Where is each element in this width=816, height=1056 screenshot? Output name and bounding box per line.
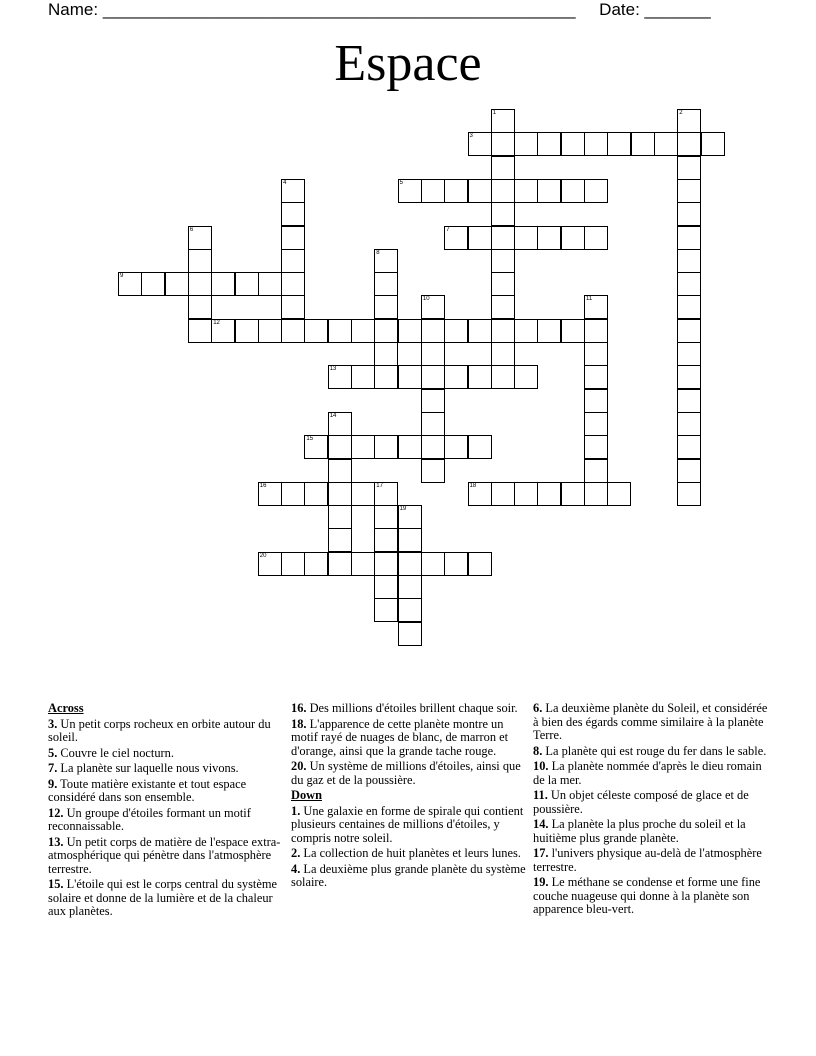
clue-number: 20 — [259, 552, 267, 559]
crossword-cell[interactable] — [677, 156, 701, 180]
clue-number-label: 13. — [48, 834, 64, 849]
clue-text: La deuxième plus grande planète du système solaire. — [291, 861, 526, 889]
clue-number-label: 5. — [48, 745, 58, 760]
crossword-cell[interactable] — [374, 435, 398, 459]
crossword-cell[interactable] — [374, 249, 398, 273]
crossword-cell[interactable] — [468, 365, 492, 389]
crossword-cell[interactable] — [398, 552, 422, 576]
clue-number: 4 — [283, 179, 287, 186]
crossword-cell[interactable] — [374, 272, 398, 296]
crossword-cell[interactable] — [211, 272, 235, 296]
crossword-cell[interactable] — [514, 179, 538, 203]
clue-text: Couvre le ciel nocturn. — [60, 745, 174, 760]
crossword-cell[interactable] — [188, 295, 212, 319]
crossword-cell[interactable] — [584, 319, 608, 343]
clue-number: 12 — [213, 319, 220, 326]
across-clue — [291, 760, 527, 787]
crossword-cell[interactable] — [468, 552, 492, 576]
clue-number-label: 18. — [291, 716, 307, 731]
crossword-cell[interactable] — [607, 132, 631, 156]
crossword-cell[interactable] — [491, 272, 515, 296]
crossword-cell[interactable] — [374, 505, 398, 529]
crossword-cell[interactable] — [677, 202, 701, 226]
crossword-cell[interactable] — [421, 389, 445, 413]
crossword-cell[interactable] — [468, 319, 492, 343]
crossword-cell[interactable] — [281, 179, 305, 203]
date-field[interactable]: _______ — [644, 0, 711, 19]
crossword-cell[interactable] — [304, 319, 328, 343]
clue-text: Le méthane se condense et forme une fine couche nuageuse qui donne à la planète son apparence bleu-vert. — [533, 875, 761, 916]
crossword-cell[interactable] — [188, 226, 212, 250]
crossword-cell[interactable] — [584, 482, 608, 506]
crossword-cell[interactable] — [351, 435, 375, 459]
crossword-cell[interactable] — [444, 226, 468, 250]
crossword-cell[interactable] — [258, 272, 282, 296]
crossword-cell[interactable] — [677, 272, 701, 296]
crossword-cell[interactable] — [631, 132, 655, 156]
crossword-cell[interactable] — [281, 319, 305, 343]
down-clue — [291, 863, 527, 890]
across-clue — [48, 807, 284, 834]
clue-number: 17 — [376, 482, 383, 489]
crossword-cell[interactable] — [281, 482, 305, 506]
crossword-cell[interactable] — [537, 226, 561, 250]
crossword-cell[interactable] — [491, 319, 515, 343]
crossword-cell[interactable] — [304, 552, 328, 576]
crossword-cell[interactable] — [584, 132, 608, 156]
crossword-cell[interactable] — [444, 319, 468, 343]
crossword-cell[interactable] — [398, 528, 422, 552]
crossword-cell[interactable] — [514, 365, 538, 389]
clues-column-1 — [48, 702, 284, 921]
crossword-cell[interactable] — [351, 482, 375, 506]
crossword-cell[interactable] — [258, 319, 282, 343]
down-clue — [533, 818, 769, 845]
clue-number-label: 2. — [291, 846, 301, 860]
clue-number: 13 — [329, 366, 337, 373]
clue-number-label: 12. — [48, 805, 64, 820]
clue-number: 9 — [120, 273, 124, 280]
clue-number-label: 1. — [291, 803, 301, 818]
down-heading: Down — [291, 788, 322, 802]
crossword-cell[interactable] — [374, 528, 398, 552]
crossword-cell[interactable] — [491, 109, 515, 133]
clues-column-3 — [533, 702, 769, 919]
crossword-cell[interactable] — [584, 459, 608, 483]
clue-number: 14 — [329, 412, 337, 419]
crossword-cell[interactable] — [258, 552, 282, 576]
crossword-cell[interactable] — [444, 365, 468, 389]
crossword-cell[interactable] — [235, 319, 259, 343]
crossword-cell[interactable] — [421, 459, 445, 483]
clue-number-label: 17. — [533, 846, 549, 860]
crossword-cell[interactable] — [328, 552, 352, 576]
crossword-cell[interactable] — [421, 435, 445, 459]
crossword-cell[interactable] — [468, 132, 492, 156]
down-clue — [533, 789, 769, 816]
clue-number: 19 — [399, 506, 407, 513]
crossword-cell[interactable] — [561, 179, 585, 203]
down-clue — [533, 745, 769, 759]
crossword-cell[interactable] — [491, 156, 515, 180]
clue-number-label: 15. — [48, 877, 64, 891]
crossword-cell[interactable] — [421, 295, 445, 319]
clue-number: 15 — [306, 436, 314, 443]
crossword-cell[interactable] — [398, 622, 422, 646]
crossword-cell[interactable] — [491, 179, 515, 203]
clue-number: 18 — [469, 482, 477, 489]
clue-number-label: 14. — [533, 817, 549, 831]
crossword-cell[interactable] — [141, 272, 165, 296]
clue-number: 7 — [446, 226, 450, 233]
crossword-cell[interactable] — [328, 482, 352, 506]
clue-text: Des millions d'étoiles brillent chaque soir. — [309, 701, 518, 715]
crossword-cell[interactable] — [607, 482, 631, 506]
crossword-cell[interactable] — [677, 365, 701, 389]
clue-number: 3 — [469, 133, 473, 140]
across-clue — [48, 747, 284, 761]
crossword-cell[interactable] — [374, 319, 398, 343]
crossword-cell[interactable] — [468, 226, 492, 250]
crossword-cell[interactable] — [421, 412, 445, 436]
crossword-cell[interactable] — [491, 342, 515, 366]
crossword-cell[interactable] — [677, 482, 701, 506]
crossword-cell[interactable] — [211, 319, 235, 343]
across-clue — [48, 878, 284, 919]
crossword-cell[interactable] — [537, 319, 561, 343]
crossword-cell[interactable] — [398, 179, 422, 203]
header — [48, 0, 711, 20]
clue-number-label: 16. — [291, 701, 307, 715]
across-clue — [48, 762, 284, 776]
crossword-cell[interactable] — [235, 272, 259, 296]
clue-number-label: 8. — [533, 743, 543, 758]
clue-text: Un objet céleste composé de glace et de poussière. — [533, 788, 749, 816]
crossword-cell[interactable] — [701, 132, 725, 156]
crossword-cell[interactable] — [328, 459, 352, 483]
clue-text: l'univers physique au-delà de l'atmosphère terrestre. — [533, 846, 762, 874]
crossword-cell[interactable] — [304, 482, 328, 506]
crossword-cell[interactable] — [491, 132, 515, 156]
clue-text: La planète nommée d'après le dieu romain de la mer. — [533, 759, 762, 787]
crossword-cell[interactable] — [281, 272, 305, 296]
clue-number-label: 6. — [533, 701, 543, 715]
crossword-cell[interactable] — [328, 365, 352, 389]
crossword-cell[interactable] — [328, 412, 352, 436]
crossword-cell[interactable] — [514, 319, 538, 343]
crossword-cell[interactable] — [281, 249, 305, 273]
crossword-cell[interactable] — [304, 435, 328, 459]
clue-number-label: 4. — [291, 861, 301, 876]
crossword-cell[interactable] — [398, 598, 422, 622]
clue-number: 11 — [586, 296, 593, 303]
crossword-cell[interactable] — [165, 272, 189, 296]
crossword-cell[interactable] — [374, 342, 398, 366]
clue-text: Un système de millions d'étoiles, ainsi que du gaz et de la poussière. — [291, 759, 521, 787]
down-clue — [533, 876, 769, 917]
crossword-cell[interactable] — [374, 575, 398, 599]
crossword-cell[interactable] — [398, 575, 422, 599]
crossword-cell[interactable] — [328, 505, 352, 529]
crossword-cell[interactable] — [328, 319, 352, 343]
crossword-cell[interactable] — [188, 319, 212, 343]
clue-text: Une galaxie en forme de spirale qui contient plusieurs centaines de millions d'étoiles, y compris notre soleil. — [291, 803, 524, 845]
crossword-cell[interactable] — [584, 435, 608, 459]
clue-number: 10 — [422, 296, 430, 303]
clues-column-2 — [291, 702, 527, 892]
crossword-cell[interactable] — [584, 179, 608, 203]
crossword-cell[interactable] — [374, 365, 398, 389]
crossword-cell[interactable] — [281, 552, 305, 576]
crossword-cell[interactable] — [468, 435, 492, 459]
crossword-cell[interactable] — [398, 435, 422, 459]
crossword-cell[interactable] — [398, 365, 422, 389]
clue-number: 1 — [492, 110, 497, 116]
crossword-cell[interactable] — [584, 389, 608, 413]
crossword-cell[interactable] — [421, 552, 445, 576]
crossword-cell[interactable] — [491, 482, 515, 506]
crossword-cell[interactable] — [677, 459, 701, 483]
crossword-cell[interactable] — [677, 319, 701, 343]
crossword-cell[interactable] — [677, 342, 701, 366]
crossword-cell[interactable] — [374, 295, 398, 319]
crossword-cell[interactable] — [281, 295, 305, 319]
crossword-cell[interactable] — [584, 295, 608, 319]
clue-text: La collection de huit planètes et leurs lunes. — [303, 846, 521, 860]
clue-number: 8 — [376, 249, 380, 256]
across-clue — [48, 718, 284, 745]
page-title: Espace — [334, 35, 482, 92]
crossword-cell[interactable] — [491, 226, 515, 250]
crossword-cell[interactable] — [351, 365, 375, 389]
crossword-cell[interactable] — [677, 109, 701, 133]
crossword-cell[interactable] — [561, 132, 585, 156]
clue-number-label: 9. — [48, 776, 58, 791]
crossword-cell[interactable] — [281, 226, 305, 250]
across-clue — [291, 702, 527, 716]
crossword-cell[interactable] — [514, 482, 538, 506]
down-clue — [291, 805, 527, 846]
crossword-cell[interactable] — [421, 365, 445, 389]
crossword-cell[interactable] — [537, 179, 561, 203]
name-label: Name: — [48, 0, 99, 19]
crossword-cell[interactable] — [677, 249, 701, 273]
clue-text: Un petit corps rocheux en orbite autour du soleil. — [48, 716, 271, 744]
crossword-cell[interactable] — [351, 552, 375, 576]
crossword-cell[interactable] — [677, 295, 701, 319]
crossword-cell[interactable] — [444, 435, 468, 459]
crossword-cell[interactable] — [444, 179, 468, 203]
across-heading: Across — [48, 701, 84, 715]
crossword-cell[interactable] — [374, 482, 398, 506]
clue-number-label: 20. — [291, 759, 307, 773]
crossword-cell[interactable] — [468, 179, 492, 203]
crossword-cell[interactable] — [421, 342, 445, 366]
clue-text: La planète sur laquelle nous vivons. — [60, 761, 239, 775]
clue-number: 16 — [259, 482, 267, 489]
clue-text: La planète la plus proche du soleil et la huitième plus grande planète. — [533, 817, 746, 845]
across-clue — [48, 778, 284, 805]
clue-text: Un groupe d'étoiles formant un motif reconnaissable. — [48, 805, 251, 833]
down-clue — [533, 847, 769, 874]
crossword-cell[interactable] — [491, 295, 515, 319]
crossword-cell[interactable] — [654, 132, 678, 156]
down-clue — [533, 760, 769, 787]
clue-text: Un petit corps de matière de l'espace extra-atmosphérique qui pénètre dans l'atmosphère terrestre. — [48, 834, 281, 876]
crossword-cell[interactable] — [281, 202, 305, 226]
crossword-cell[interactable] — [677, 132, 701, 156]
crossword-cell[interactable] — [421, 319, 445, 343]
crossword-cell[interactable] — [491, 249, 515, 273]
crossword-cell[interactable] — [584, 342, 608, 366]
crossword-cell[interactable] — [677, 226, 701, 250]
crossword-cell[interactable] — [677, 179, 701, 203]
crossword-cell[interactable] — [258, 482, 282, 506]
clue-text: L'apparence de cette planète montre un motif rayé de nuages de blanc, de marron et d'orange, ainsi que la grande tache rouge. — [291, 716, 509, 758]
crossword-cell[interactable] — [584, 412, 608, 436]
clue-number: 5 — [399, 179, 403, 186]
crossword-cell[interactable] — [561, 226, 585, 250]
clue-text: La deuxième planète du Soleil, et considérée à bien des égards comme similaire à la planète Terre. — [533, 701, 768, 742]
crossword-cell[interactable] — [514, 132, 538, 156]
crossword-cell[interactable] — [374, 598, 398, 622]
clue-number-label: 3. — [48, 716, 58, 731]
crossword-cell[interactable] — [537, 132, 561, 156]
down-clue — [533, 702, 769, 743]
crossword-cell[interactable] — [444, 552, 468, 576]
crossword-cell[interactable] — [188, 249, 212, 273]
crossword-cell[interactable] — [468, 482, 492, 506]
clue-number-label: 10. — [533, 759, 549, 773]
crossword-cell[interactable] — [188, 272, 212, 296]
crossword-cell[interactable] — [584, 365, 608, 389]
date-label: Date: — [599, 0, 640, 19]
crossword-cell[interactable] — [398, 505, 422, 529]
down-clue — [291, 847, 527, 861]
clue-number: 2 — [679, 110, 683, 116]
clue-text: L'étoile qui est le corps central du système solaire et donne de la lumière et de la chaleur aux planètes. — [48, 877, 278, 918]
clue-number-label: 11. — [533, 788, 548, 802]
crossword-cell[interactable] — [677, 435, 701, 459]
across-clue — [291, 718, 527, 759]
clue-number-label: 19. — [533, 875, 549, 889]
crossword-cell[interactable] — [514, 226, 538, 250]
clue-number: 6 — [189, 226, 194, 233]
clue-number-label: 7. — [48, 761, 58, 775]
crossword-cell[interactable] — [374, 552, 398, 576]
clue-text: La planète qui est rouge du fer dans le sable. — [545, 743, 767, 758]
crossword-cell[interactable] — [561, 482, 585, 506]
crossword-cell[interactable] — [537, 482, 561, 506]
crossword-cell[interactable] — [421, 179, 445, 203]
crossword-cell[interactable] — [584, 226, 608, 250]
across-clue — [48, 836, 284, 877]
crossword-cell[interactable] — [118, 272, 142, 296]
crossword-cell[interactable] — [677, 412, 701, 436]
crossword-cell[interactable] — [398, 319, 422, 343]
crossword-cell[interactable] — [561, 319, 585, 343]
crossword-cell[interactable] — [328, 528, 352, 552]
clue-text: Toute matière existante et tout espace considéré dans son ensemble. — [48, 776, 247, 804]
crossword-cell[interactable] — [351, 319, 375, 343]
crossword-cell[interactable] — [328, 435, 352, 459]
crossword-cell[interactable] — [491, 365, 515, 389]
crossword-cell[interactable] — [677, 389, 701, 413]
name-field[interactable]: __________________________________________________ — [102, 0, 576, 19]
crossword-cell[interactable] — [491, 202, 515, 226]
